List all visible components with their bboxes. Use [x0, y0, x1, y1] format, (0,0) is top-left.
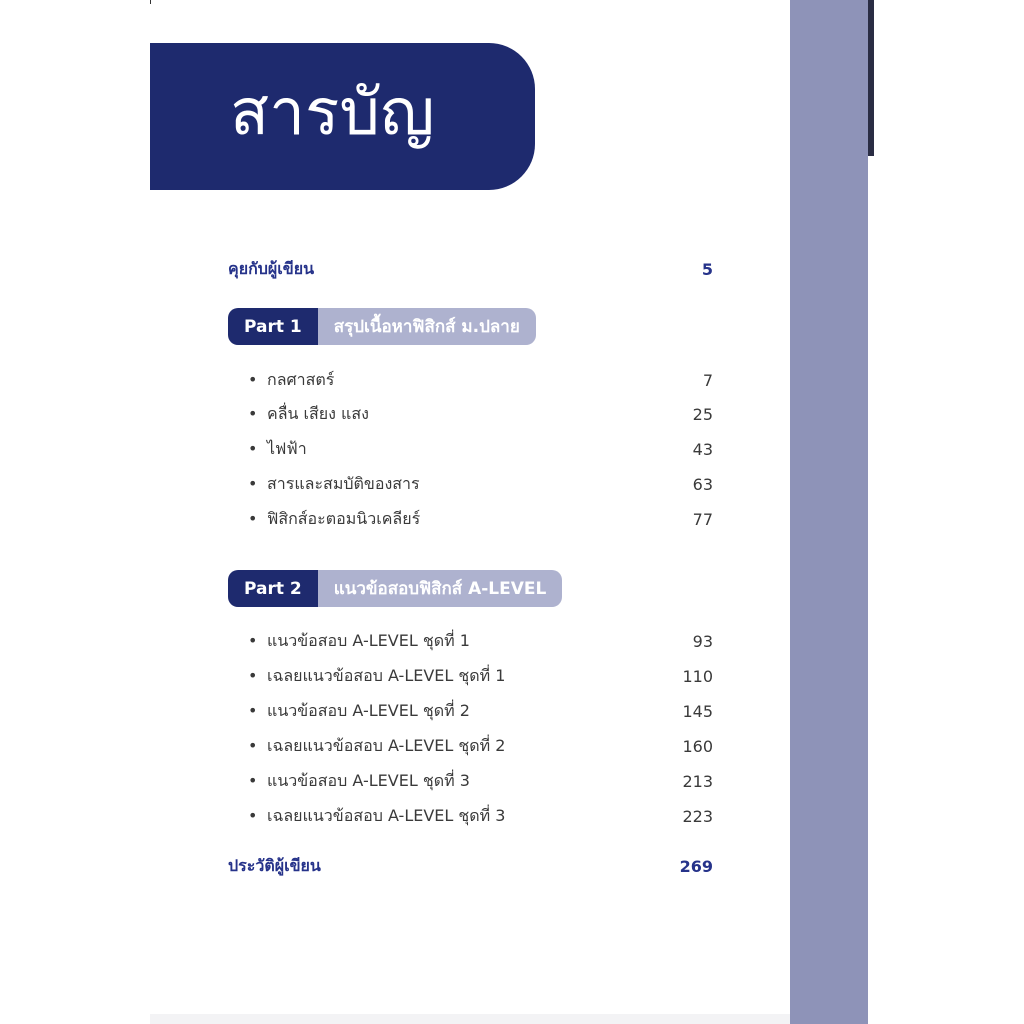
toc-item-page: 110 [682, 666, 713, 686]
toc-item-page: 7 [702, 370, 713, 390]
toc-item-label: สารและสมบัติของสาร [267, 473, 420, 493]
bullet-icon: • [248, 770, 258, 790]
toc-item-label: กลศาสตร์ [267, 369, 335, 389]
part1-heading [228, 308, 536, 345]
toc-entry-outro [228, 852, 713, 880]
page-title: สารบัญ [230, 76, 435, 150]
toc-item-page: 63 [692, 474, 713, 494]
toc-item [248, 697, 713, 725]
toc-item-page: 213 [682, 771, 713, 791]
toc-item-label: แนวข้อสอบ A-LEVEL ชุดที่ 3 [267, 770, 470, 790]
toc-entry-intro [228, 255, 713, 283]
page-bottom-shade [150, 1014, 790, 1024]
part1-title: สรุปเนื้อหาฟิสิกส์ ม.ปลาย [318, 308, 536, 345]
crop-mark [150, 0, 151, 4]
toc-item [248, 470, 713, 498]
toc-entry-label: คุยกับผู้เขียน [228, 258, 315, 278]
toc-item-label: เฉลยแนวข้อสอบ A-LEVEL ชุดที่ 3 [267, 805, 506, 825]
toc-item-label: แนวข้อสอบ A-LEVEL ชุดที่ 1 [267, 630, 470, 650]
toc-item [248, 627, 713, 655]
bullet-icon: • [248, 665, 258, 685]
toc-item [248, 505, 713, 533]
bullet-icon: • [248, 508, 258, 528]
bullet-icon: • [248, 630, 258, 650]
toc-item-page: 145 [682, 701, 713, 721]
bullet-icon: • [248, 805, 258, 825]
part2-tag: Part 2 [228, 570, 318, 607]
toc-entry-label: ประวัติผู้เขียน [228, 855, 321, 875]
toc-item-page: 77 [692, 509, 713, 529]
side-color-band [790, 0, 868, 1024]
toc-item-label: แนวข้อสอบ A-LEVEL ชุดที่ 2 [267, 700, 470, 720]
toc-item [248, 366, 713, 394]
toc-item-page: 223 [682, 806, 713, 826]
toc-item-page: 93 [692, 631, 713, 651]
title-banner [150, 43, 535, 190]
bullet-icon: • [248, 369, 258, 389]
bullet-icon: • [248, 700, 258, 720]
toc-entry-page: 5 [701, 259, 713, 279]
toc-item-label: เฉลยแนวข้อสอบ A-LEVEL ชุดที่ 2 [267, 735, 506, 755]
part2-heading [228, 570, 562, 607]
dark-edge-strip [868, 0, 874, 156]
toc-entry-page: 269 [679, 856, 713, 876]
toc-item-label: เฉลยแนวข้อสอบ A-LEVEL ชุดที่ 1 [267, 665, 506, 685]
toc-item [248, 435, 713, 463]
toc-item-label: คลื่น เสียง แสง [267, 403, 369, 423]
toc-item [248, 732, 713, 760]
toc-item [248, 400, 713, 428]
part1-tag: Part 1 [228, 308, 318, 345]
toc-item-label: ฟิสิกส์อะตอมนิวเคลียร์ [267, 508, 421, 528]
toc-item-page: 43 [692, 439, 713, 459]
toc-item-page: 25 [692, 404, 713, 424]
bullet-icon: • [248, 735, 258, 755]
bullet-icon: • [248, 438, 258, 458]
toc-item [248, 662, 713, 690]
bullet-icon: • [248, 403, 258, 423]
toc-item [248, 767, 713, 795]
bullet-icon: • [248, 473, 258, 493]
toc-item [248, 802, 713, 830]
toc-item-page: 160 [682, 736, 713, 756]
toc-item-label: ไฟฟ้า [267, 438, 307, 458]
part2-title: แนวข้อสอบฟิสิกส์ A-LEVEL [318, 570, 563, 607]
